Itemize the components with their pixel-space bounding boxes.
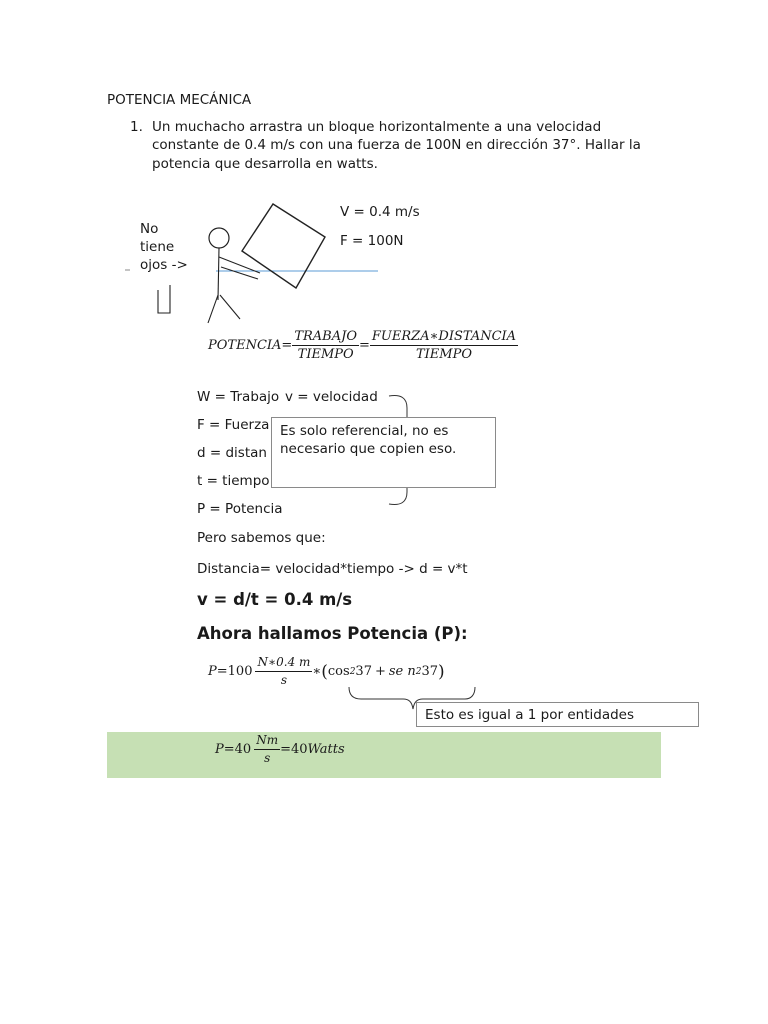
result-eq1: = [223, 742, 235, 757]
result-coef: 40 [234, 742, 252, 757]
p-paren-open: ( [321, 661, 328, 682]
p-paren-close: ) [438, 661, 445, 682]
frac2-denominator: TIEMPO [415, 347, 472, 362]
figure-head [209, 228, 229, 248]
p-frac-numerator: N∗0.4 m [255, 655, 312, 672]
result-value: 40 [291, 742, 308, 757]
drawing-label-tiene: tiene [140, 239, 175, 255]
p-lhs: P [208, 664, 217, 679]
figure-leg-1 [208, 295, 218, 323]
p-plus: + [374, 664, 386, 679]
drawing-label-ojos: ojos -> [140, 257, 188, 273]
fraction-work-time [292, 329, 359, 362]
power-formula [208, 329, 518, 362]
p-val2: 37 [421, 664, 439, 679]
velocity-equation: v = d/t = 0.4 m/s [197, 590, 353, 609]
legend-p: P = Potencia [197, 501, 283, 517]
p-coef: 100 [227, 664, 253, 679]
formula-eq2: = [359, 338, 370, 353]
reference-note [271, 417, 496, 488]
box-block [242, 204, 325, 288]
identity-note-text: Esto es igual a 1 por entidades [425, 707, 634, 723]
page-title: POTENCIA MECÁNICA [107, 92, 252, 108]
legend-t: t = tiempo [197, 473, 270, 489]
result-frac-denominator: s [264, 751, 271, 765]
p-sen: se n [388, 664, 416, 679]
result-unit: Watts [307, 742, 345, 757]
figure-leg-2 [220, 295, 240, 319]
p-formula [208, 655, 445, 688]
problem-number: 1. [130, 119, 143, 135]
result-fraction [254, 733, 280, 766]
result-highlight [107, 732, 661, 778]
p-cos: cos [327, 664, 350, 679]
frac2-numerator: FUERZA∗DISTANCIA [371, 329, 517, 344]
problem-line-2: constante de 0.4 m/s con una fuerza de 100N en dirección 37°. Hallar la [152, 137, 641, 153]
legend-w: W = Trabajo [197, 389, 280, 405]
formula-eq1: = [281, 338, 293, 353]
reference-note-text: Es solo referencial, no es necesario que copien eso. [280, 423, 457, 457]
box-pillar [158, 285, 170, 313]
p-eq: = [216, 664, 228, 679]
p-exp1: 2 [349, 666, 356, 677]
p-exp2: 2 [415, 666, 422, 677]
result-formula [215, 733, 345, 766]
force-label: F = 100N [340, 233, 404, 249]
figure-arm-2 [221, 267, 258, 279]
figure-body [218, 248, 219, 300]
result-lhs: P [215, 742, 224, 757]
p-mult: ∗ [312, 664, 322, 679]
frac1-numerator: TRABAJO [294, 329, 357, 344]
legend-f: F = Fuerza [197, 417, 270, 433]
result-frac-numerator: Nm [254, 733, 280, 750]
ahora-heading: Ahora hallamos Potencia (P): [197, 624, 468, 643]
problem-line-3: potencia que desarrolla en watts. [152, 156, 378, 172]
velocity-label: V = 0.4 m/s [340, 204, 420, 220]
p-fraction [255, 655, 312, 688]
formula-lhs: POTENCIA [208, 338, 282, 353]
fraction-force-distance-time [370, 329, 518, 362]
p-val1: 37 [355, 664, 372, 679]
identity-note [416, 702, 699, 727]
drawing-label-no: No [140, 221, 159, 237]
frac1-denominator: TIEMPO [297, 347, 354, 362]
problem-line-1: Un muchacho arrastra un bloque horizontalmente a una velocidad [152, 119, 602, 135]
result-eq2: = [280, 742, 291, 757]
p-frac-denominator: s [280, 673, 288, 687]
pero-text: Pero sabemos que: [197, 530, 326, 546]
legend-v: v = velocidad [285, 389, 378, 405]
legend-d: d = distan [197, 445, 267, 461]
distancia-text: Distancia= velocidad*tiempo -> d = v*t [197, 561, 468, 577]
